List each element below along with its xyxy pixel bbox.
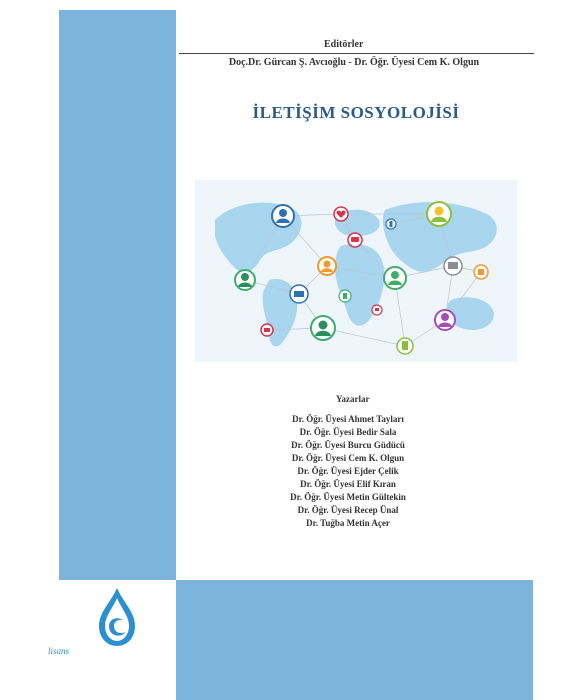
person-icon <box>318 257 336 275</box>
author-name: Dr. Öğr. Üyesi Recep Ünal <box>297 505 399 515</box>
publisher-logo <box>59 580 176 700</box>
authors-label: Yazarlar <box>336 394 370 404</box>
world-network-illustration <box>195 180 517 362</box>
author-name: Dr. Öğr. Üyesi Ejder Çelik <box>297 466 399 476</box>
editors-label: Editörler <box>324 39 364 50</box>
editor-divider <box>179 53 534 54</box>
person-icon <box>272 205 294 227</box>
author-name: Dr. Öğr. Üyesi Bedir Sala <box>299 427 397 437</box>
book-title: İLETİŞİM SOSYOLOJİSİ <box>252 103 460 122</box>
gift-icon <box>474 265 488 279</box>
droplet-logo-icon <box>89 586 145 648</box>
camera-icon <box>261 324 273 336</box>
document-icon <box>339 290 351 302</box>
cover-side-band <box>59 10 176 580</box>
person-icon <box>435 310 455 330</box>
phone-icon <box>386 219 396 229</box>
person-icon <box>311 316 335 340</box>
author-name: Dr. Tuğba Metin Açer <box>306 518 390 528</box>
author-name: Dr. Öğr. Üyesi Elif Kıran <box>300 479 396 489</box>
monitor-icon <box>444 257 462 275</box>
author-name: Dr. Öğr. Üyesi Ahmet Tayları <box>292 414 404 424</box>
author-name: Dr. Öğr. Üyesi Cem K. Olgun <box>291 453 405 463</box>
editors-names: Doç.Dr. Gürcan Ş. Avcıoğlu - Dr. Öğr. Üyesi Cem K. Olgun <box>228 57 480 68</box>
person-icon <box>384 267 406 289</box>
person-icon <box>427 202 451 226</box>
author-name: Dr. Öğr. Üyesi Burcu Güdücü <box>291 440 405 450</box>
person-icon <box>235 270 255 290</box>
authors-list <box>264 413 432 530</box>
heart-icon <box>334 207 348 221</box>
author-name: Dr. Öğr. Üyesi Metin Gültekin <box>290 492 406 502</box>
chat-icon <box>372 305 382 315</box>
shopping-cart-icon <box>290 285 308 303</box>
cover-bottom-band <box>176 580 533 700</box>
document-icon <box>397 338 413 354</box>
chat-icon <box>348 233 362 247</box>
publisher-logo-text: lisans <box>47 646 69 656</box>
